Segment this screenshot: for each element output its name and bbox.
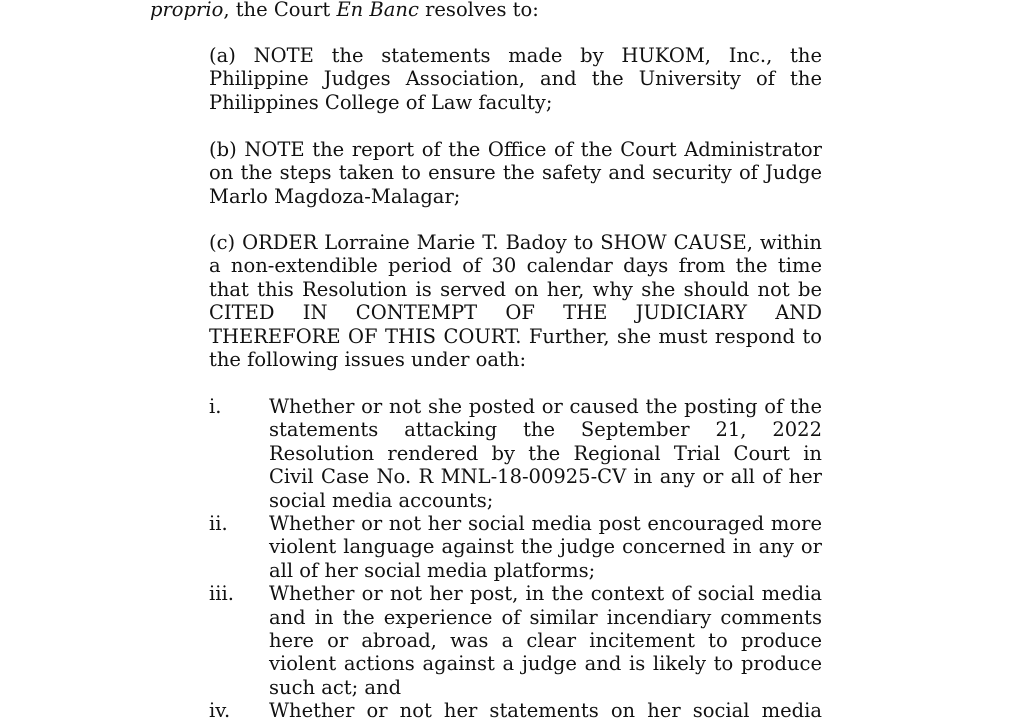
issue-text: Whether or not her post, in the context of social media and in the experience of similar incendiary comments here or abroad, was a clear incitement to produce violent actions against a judge and is likely to produce such act; and xyxy=(269,582,822,699)
issue-number: ii. xyxy=(209,512,228,536)
issues-list xyxy=(209,395,822,723)
issue-text: Whether or not she posted or caused the posting of the statements attacking the September 21, 2022 Resolution rendered by the Regional Trial Court in Civil Case No. R MNL-18-00925-CV in any or all of her social media accounts; xyxy=(269,395,822,512)
intro-middle: , the Court xyxy=(223,0,337,21)
issue-item-iii xyxy=(209,582,822,699)
intro-en-banc: En Banc xyxy=(336,0,419,21)
issue-item-i xyxy=(209,395,822,512)
issue-number: i. xyxy=(209,395,222,418)
issue-number: iv. xyxy=(209,699,231,723)
paragraph-a: (a) NOTE the statements made by HUKOM, Inc., the Philippine Judges Association, and the University of the Philippines College of Law faculty; xyxy=(209,44,822,114)
intro-suffix: resolves to: xyxy=(418,0,539,21)
paragraph-b: (b) NOTE the report of the Office of the Court Administrator on the steps taken to ensure the safety and security of Judge Marlo Magdoza-Malagar; xyxy=(209,138,822,208)
issue-text: Whether or not her social media post encouraged more violent language against the judge concerned in any or all of her social media platforms; xyxy=(269,512,822,582)
issue-item-iv xyxy=(209,699,822,722)
issue-text: Whether or not her statements on her social media xyxy=(269,699,822,723)
intro-proprio: proprio xyxy=(150,0,224,21)
issue-item-ii xyxy=(209,512,822,582)
paragraph-c: (c) ORDER Lorraine Marie T. Badoy to SHOW CAUSE, within a non-extendible period of 30 calendar days from the time that this Resolution is served on her, why she should not be CITED IN CONTEMPT OF THE JUDICIARY AND THEREFORE OF THIS COURT. Further, she must respond to the following issues under oath: xyxy=(209,231,822,372)
issue-number: iii. xyxy=(209,582,234,606)
resolution-intro xyxy=(150,0,539,21)
